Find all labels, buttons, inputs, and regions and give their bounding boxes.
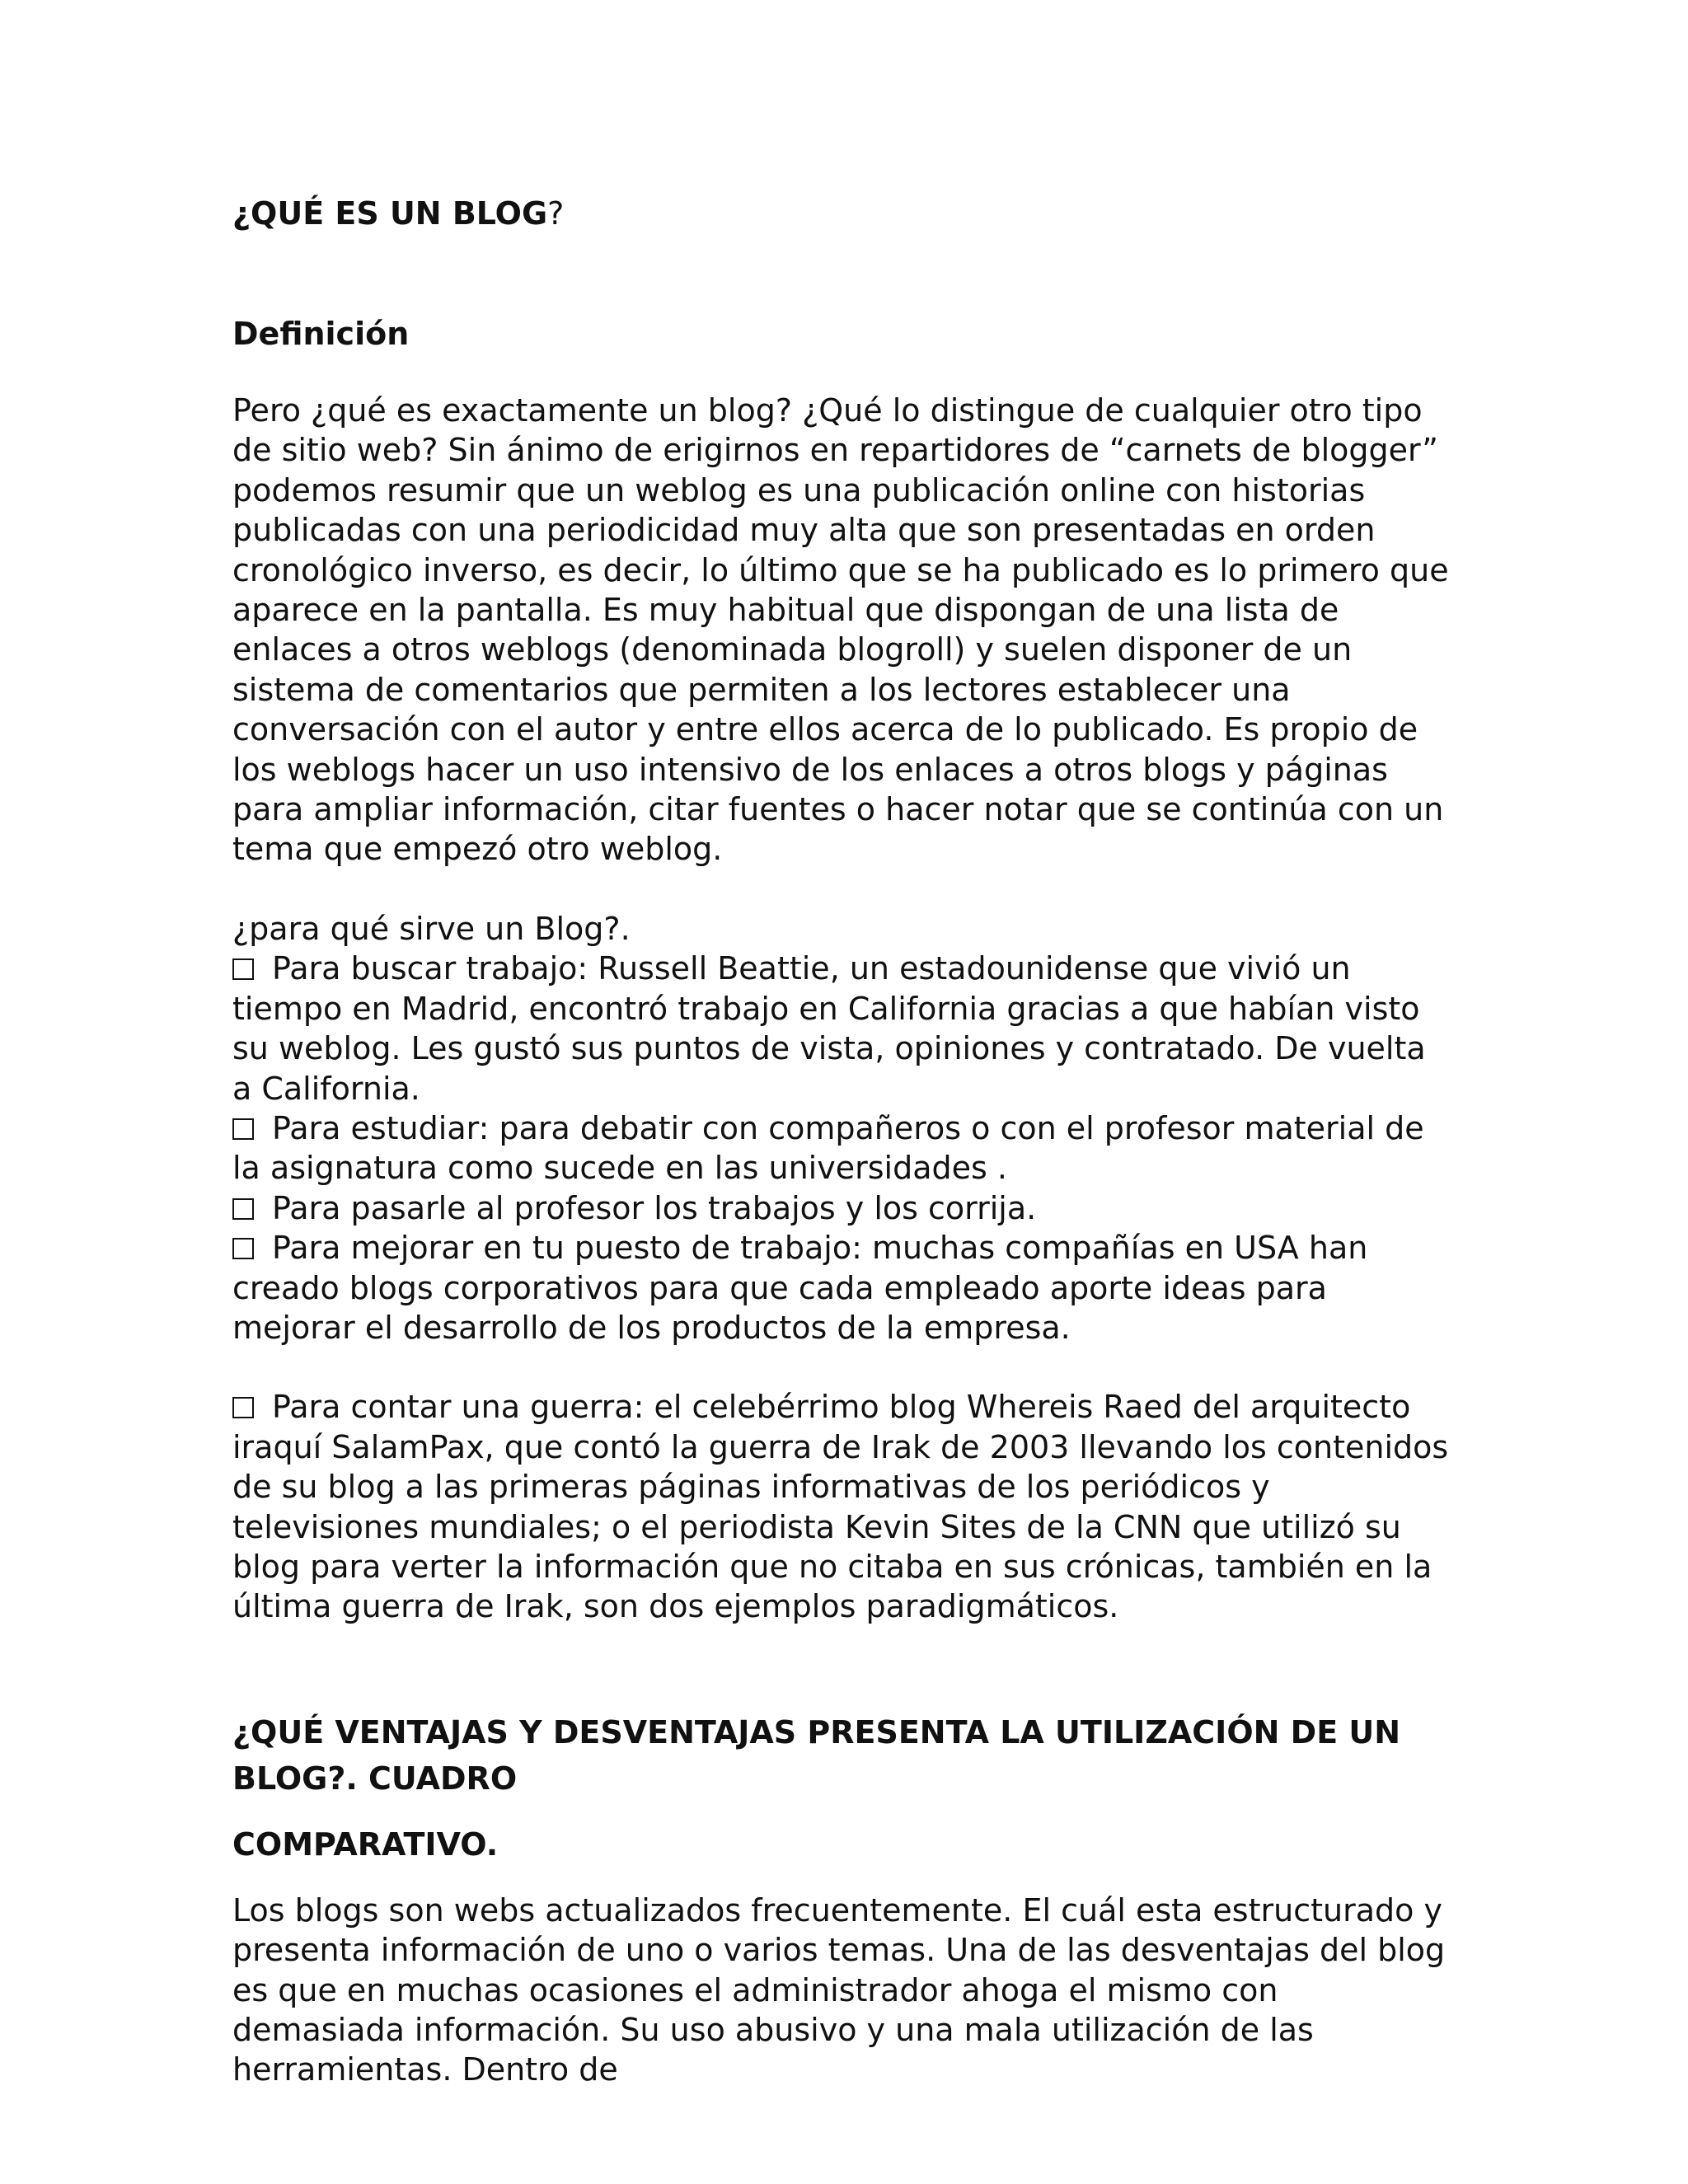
list-item: [232, 1108, 1452, 1188]
advantages-paragraph: Los blogs son webs actualizados frecuentemente. El cuál esta estructurado y presenta información de uno o varios temas. Una de las desventajas del blog es que en muchas ocasiones el administrador ahoga el mismo con demasiada información. Su uso abusivo y una mala utilización de las herramientas. Dentro de: [232, 1891, 1446, 2088]
advantages-heading-line-1: ¿QUÉ VENTAJAS Y DESVENTAJAS PRESENTA LA UTILIZACIÓN DE UN: [232, 1713, 1401, 1750]
list-item-text: Para buscar trabajo: Russell Beattie, un estadounidense que vivió un tiempo en Madrid, encontró trabajo en California gracias a que habían visto su weblog. Les gustó sus puntos de vista, opiniones y contratado. De vuelta a California.: [232, 950, 1426, 1107]
list-item-text: Para estudiar: para debatir con compañeros o con el profesor material de la asignatura como sucede en las universidades .: [232, 1109, 1424, 1187]
list-item-text: Para contar una guerra: el celebérrimo blog Whereis Raed del arquitecto iraquí SalamPax, que contó la guerra de Irak de 2003 llevando los contenidos de su blog a las primeras páginas informativas de los periódicos y televisiones mundiales; o el periodista Kevin Sites de la CNN que utilizó su blog para verter la información que no citaba en sus crónicas, también en la última guerra de Irak, son dos ejemplos paradigmáticos.: [232, 1389, 1449, 1625]
checkbox-icon: [232, 1397, 254, 1418]
document-title-text: ¿QUÉ ES UN BLOG: [232, 195, 548, 232]
list-item-text: Para pasarle al profesor los trabajos y los corrija.: [272, 1189, 1037, 1226]
list-item: [232, 1228, 1452, 1347]
page-content: [232, 191, 1452, 2090]
list-item: [232, 949, 1452, 1108]
advantages-heading-line-2: BLOG?. CUADRO: [232, 1760, 518, 1797]
uses-intro: ¿para qué sirve un Blog?.: [232, 910, 631, 947]
list-item: [232, 1387, 1452, 1626]
document-title: [232, 191, 1452, 236]
checkbox-icon: [232, 1118, 254, 1140]
list-item-text: Para mejorar en tu puesto de trabajo: muchas compañías en USA han creado blogs corporativos para que cada empleado aporte ideas para mejorar el desarrollo de los productos de la empresa.: [232, 1230, 1368, 1346]
document-title-question-mark: ?: [547, 195, 565, 232]
advantages-heading: [232, 1709, 1452, 1802]
advantages-heading-line-3: COMPARATIVO.: [232, 1825, 499, 1863]
definition-paragraph: Pero ¿qué es exactamente un blog? ¿Qué lo distingue de cualquier otro tipo de sitio web? Sin ánimo de erigirnos en repartidores de “carnets de blogger” podemos resumir que un weblog es una publicación online con historias publicadas con una periodicidad muy alta que son presentadas en orden cronológico inverso, es decir, lo último que se ha publicado es lo primero que aparece en la pantalla. Es muy habitual que dispongan de una lista de enlaces a otros weblogs (denominada blogroll) y suelen disponer de un sistema de comentarios que permiten a los lectores establecer una conversación con el autor y entre ellos acerca de lo publicado. Es propio de los weblogs hacer un uso intensivo de los enlaces a otros blogs y páginas para ampliar información, citar fuentes o hacer notar que se continúa con un tema que empezó otro weblog.: [232, 392, 1449, 868]
checkbox-icon: [232, 1238, 254, 1259]
checkbox-icon: [232, 958, 254, 980]
list-item: [232, 1188, 1452, 1228]
checkbox-icon: [232, 1198, 254, 1220]
definition-heading: Definición: [232, 316, 410, 352]
